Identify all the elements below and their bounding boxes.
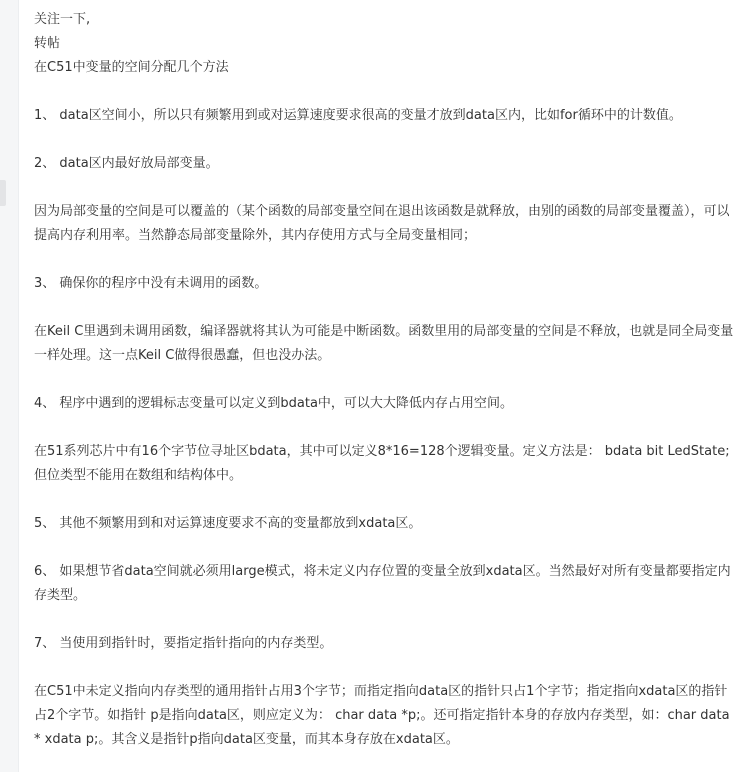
post-body — [34, 8, 739, 752]
paragraph-3: 因为局部变量的空间是可以覆盖的（某个函数的局部变量空间在退出该函数是就释放，由别的函数的局部变量覆盖），可以提高内存利用率。当然静态局部变量除外，其内存使用方式与全局变量相同； — [34, 204, 730, 243]
paragraph-7: 在51系列芯片中有16个字节位寻址区bdata，其中可以定义8*16=128个逻辑变量。定义方法是： bdata bit LedState;但位类型不能用在数组和结构体中。 — [34, 444, 730, 483]
paragraph-2: 2、 data区内最好放局部变量。 — [34, 156, 219, 171]
paragraph-4: 3、 确保你的程序中没有未调用的函数。 — [34, 276, 268, 291]
paragraph-10: 7、 当使用到指针时，要指定指针指向的内存类型。 — [34, 636, 333, 651]
scroll-marker — [0, 180, 6, 206]
paragraph-5: 在Keil C里遇到未调用函数，编译器就将其认为可能是中断函数。函数里用的局部变量的空间是不释放，也就是同全局变量一样处理。这一点Keil C做得很愚蠢，但也没办法。 — [34, 324, 734, 363]
paragraph-8: 5、 其他不频繁用到和对运算速度要求不高的变量都放到xdata区。 — [34, 516, 422, 531]
paragraph-11: 在C51中未定义指向内存类型的通用指针占用3个字节；而指定指向data区的指针只占1个字节；指定指向xdata区的指针占2个字节。如指针 p是指向data区，则应定义为： char data *p;。还可指定指针本身的存放内存类型，如：char data * xdata p;。其含义是指针p指向data区变量，而其本身存放在xdata区。 — [34, 684, 730, 747]
paragraph-9: 6、 如果想节省data空间就必须用large模式，将未定义内存位置的变量全放到xdata区。当然最好对所有变量都要指定内存类型。 — [34, 564, 731, 603]
post-card — [18, 0, 755, 772]
paragraph-6: 4、 程序中遇到的逻辑标志变量可以定义到bdata中，可以大大降低内存占用空间。 — [34, 396, 513, 411]
post-title: 在C51中变量的空间分配几个方法 — [34, 60, 229, 75]
intro-line: 转帖 — [34, 36, 61, 51]
paragraph-1: 1、 data区空间小，所以只有频繁用到或对运算速度要求很高的变量才放到data区内，比如for循环中的计数值。 — [34, 108, 682, 123]
left-gutter — [0, 0, 18, 772]
intro-line: 关注一下, — [34, 12, 91, 27]
